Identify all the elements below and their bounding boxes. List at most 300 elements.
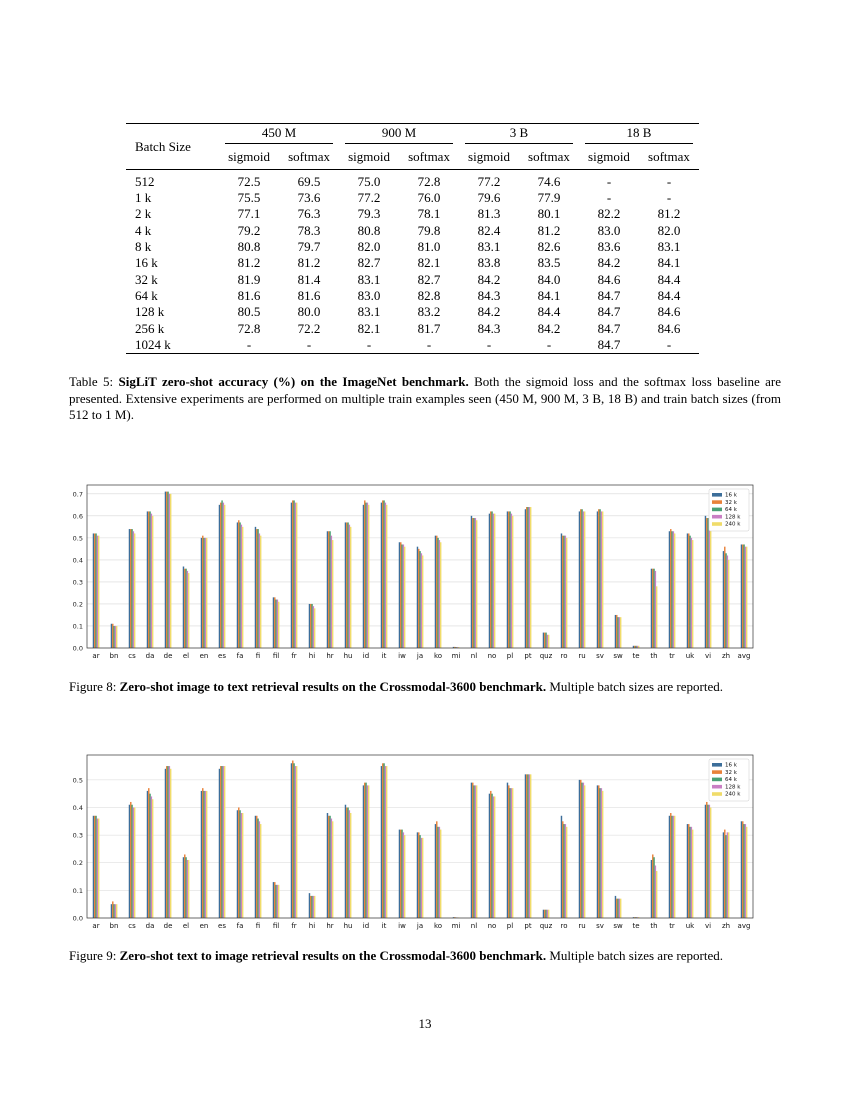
bar-ro-64k [563, 824, 564, 918]
bar-iw-64k [401, 544, 402, 648]
bar-es-32k [220, 766, 221, 918]
bar-hi-32k [310, 896, 311, 918]
batch-size-cell: 1024 k [135, 336, 171, 352]
bar-ar-128k [97, 819, 98, 918]
bar-hr-16k [327, 531, 328, 648]
bar-da-64k [149, 794, 150, 918]
bar-fr-32k [292, 761, 293, 918]
bar-sv-64k [599, 788, 600, 918]
value-cell: 76.0 [417, 190, 441, 206]
x-tick-label: ro [560, 922, 568, 930]
value-cell: 84.0 [537, 271, 561, 287]
value-cell: 82.1 [417, 255, 441, 271]
table-row [126, 288, 699, 304]
value-cell: 82.1 [357, 320, 381, 336]
bar-ro-240k [566, 538, 567, 648]
bar-ko-16k [435, 824, 436, 918]
bar-iw-16k [399, 830, 400, 918]
x-tick-label: te [632, 652, 640, 660]
table-row [126, 170, 699, 191]
value-cell: 84.1 [537, 287, 561, 303]
legend-swatch [712, 770, 722, 774]
bar-sw-128k [619, 899, 620, 918]
bar-quz-128k [547, 635, 548, 648]
bar-sv-32k [598, 785, 599, 918]
bar-vi-128k [709, 518, 710, 648]
bar-hr-240k [332, 821, 333, 918]
bar-tr-128k [673, 531, 674, 648]
value-cell: - [546, 336, 552, 352]
legend-swatch [712, 508, 722, 512]
bar-es-240k [224, 766, 225, 918]
value-cell: 84.7 [597, 320, 621, 336]
bar-hu-64k [347, 522, 348, 648]
value-cell: 81.9 [237, 271, 261, 287]
bar-fil-64k [275, 885, 276, 918]
bar-bn-16k [111, 904, 112, 918]
value-cell: 83.1 [657, 239, 681, 255]
bar-no-64k [491, 511, 492, 648]
value-cell: 84.3 [477, 320, 501, 336]
y-tick-label: 0.4 [72, 556, 83, 565]
batch-size-cell: 256 k [135, 320, 165, 336]
value-cell: 80.5 [237, 304, 261, 320]
group-label: 900 M [345, 125, 453, 144]
bar-de-240k [170, 494, 171, 648]
legend-swatch [712, 763, 722, 767]
table-row [126, 271, 699, 287]
bar-avg-16k [741, 821, 742, 918]
bar-da-32k [148, 511, 149, 648]
x-tick-label: el [182, 922, 190, 930]
bar-pl-16k [507, 783, 508, 918]
bar-fr-64k [293, 500, 294, 648]
bar-ar-16k [93, 816, 94, 918]
bar-bn-128k [115, 626, 116, 648]
bar-id-32k [364, 500, 365, 648]
caption-text: Both the sigmoid loss and the softmax loss baseline are presented. Extensive experiments are performed on multiple train examples seen (450 M, 900 M, 3 B, 18 B) and train batch sizes (from 512 to 1 M). [69, 374, 781, 422]
bar-ro-32k [562, 536, 563, 648]
x-tick-label: te [632, 922, 640, 930]
x-tick-label: tr [669, 922, 675, 930]
bar-tr-32k [670, 529, 671, 648]
group-header [459, 124, 579, 146]
y-tick-label: 0.0 [72, 914, 83, 923]
bar-iw-16k [399, 542, 400, 648]
bar-sw-64k [617, 899, 618, 918]
value-cell: 80.8 [237, 239, 261, 255]
bar-no-240k [494, 796, 495, 918]
bar-th-128k [655, 866, 656, 918]
bar-avg-128k [745, 547, 746, 648]
value-cell: 82.7 [417, 271, 441, 287]
bar-es-64k [221, 500, 222, 648]
bar-bn-32k [112, 624, 113, 648]
bar-ru-32k [580, 780, 581, 918]
value-cell: 84.1 [657, 255, 681, 271]
bar-de-32k [166, 492, 167, 648]
value-cell: 84.6 [657, 320, 681, 336]
bar-pl-32k [508, 511, 509, 648]
bar-el-64k [185, 857, 186, 918]
bar-zh-128k [727, 832, 728, 918]
batch-size-cell: 64 k [135, 287, 158, 303]
bar-ru-16k [579, 780, 580, 918]
bar-quz-32k [544, 633, 545, 648]
value-cell: - [366, 336, 372, 352]
bar-bn-240k [116, 626, 117, 648]
bar-cs-16k [129, 529, 130, 648]
bar-ja-240k [422, 838, 423, 918]
x-tick-label: da [145, 922, 155, 930]
bar-sw-240k [620, 899, 621, 918]
bar-de-64k [167, 492, 168, 648]
bar-fil-16k [273, 882, 274, 918]
x-tick-label: uk [685, 652, 695, 660]
subheader: softmax [528, 149, 570, 165]
value-cell: 81.2 [297, 255, 321, 271]
bar-fi-32k [256, 529, 257, 648]
legend-swatch [712, 500, 722, 504]
bar-id-240k [368, 785, 369, 918]
bar-el-16k [183, 857, 184, 918]
bar-pt-240k [530, 774, 531, 918]
bar-pl-240k [512, 788, 513, 918]
bar-hr-64k [329, 816, 330, 918]
bar-nl-128k [475, 785, 476, 918]
bar-ru-32k [580, 509, 581, 648]
bar-es-64k [221, 766, 222, 918]
x-tick-label: pl [506, 652, 514, 660]
bar-ko-64k [437, 538, 438, 648]
legend-label: 64 k [725, 777, 737, 784]
bar-no-240k [494, 514, 495, 648]
value-cell: - [606, 190, 612, 206]
bar-th-128k [655, 571, 656, 648]
value-cell: 72.8 [237, 320, 261, 336]
value-cell: 80.8 [357, 222, 381, 238]
bar-iw-128k [403, 544, 404, 648]
bar-sv-16k [597, 785, 598, 918]
bar-ru-128k [583, 783, 584, 918]
bar-bn-240k [116, 904, 117, 918]
value-cell: 81.2 [537, 222, 561, 238]
value-cell: 78.1 [417, 206, 441, 222]
bar-vi-128k [709, 805, 710, 918]
table-row [126, 304, 699, 320]
bar-pt-64k [527, 774, 528, 918]
caption-title: Zero-shot image to text retrieval results on the Crossmodal-3600 benchmark. [119, 679, 547, 694]
bar-th-240k [656, 871, 657, 918]
bar-da-128k [151, 514, 152, 648]
legend-label: 16 k [725, 492, 737, 499]
bar-iw-240k [404, 547, 405, 648]
x-tick-label: avg [737, 652, 751, 660]
batch-size-cell: 4 k [135, 222, 152, 238]
bar-ko-240k [440, 830, 441, 918]
bar-pl-64k [509, 788, 510, 918]
x-tick-label: vi [704, 652, 712, 660]
bar-sw-128k [619, 617, 620, 648]
value-cell: 69.5 [279, 170, 339, 191]
value-cell: 84.6 [657, 304, 681, 320]
bar-ro-128k [565, 824, 566, 918]
bar-fi-32k [256, 816, 257, 918]
bar-uk-32k [688, 824, 689, 918]
bar-ar-64k [95, 816, 96, 918]
x-tick-label: sw [613, 922, 623, 930]
y-tick-label: 0.1 [72, 622, 83, 631]
bar-ja-128k [421, 553, 422, 648]
value-cell: - [639, 170, 699, 191]
value-cell: - [666, 336, 672, 352]
y-tick-label: 0.2 [72, 859, 83, 868]
x-tick-label: it [381, 652, 387, 660]
bar-avg-240k [746, 547, 747, 648]
bar-fi-128k [259, 533, 260, 648]
bar-fr-128k [295, 766, 296, 918]
bar-bn-32k [112, 901, 113, 918]
page-number: 13 [418, 1016, 432, 1031]
results-table-container [126, 123, 699, 354]
bar-ro-240k [566, 827, 567, 918]
bar-ar-240k [98, 536, 99, 648]
bar-ko-128k [439, 540, 440, 648]
bar-nl-64k [473, 785, 474, 918]
value-cell: 84.6 [597, 271, 621, 287]
x-tick-label: iw [398, 652, 406, 660]
bar-pl-16k [507, 511, 508, 648]
bar-fil-32k [274, 882, 275, 918]
bar-cs-32k [130, 802, 131, 918]
bar-id-128k [367, 785, 368, 918]
x-tick-label: fr [291, 922, 297, 930]
x-tick-label: quz [539, 922, 553, 930]
bar-nl-240k [476, 520, 477, 648]
bar-tr-16k [669, 816, 670, 918]
bar-no-16k [489, 514, 490, 648]
bar-ar-32k [94, 533, 95, 648]
bar-fr-240k [296, 503, 297, 648]
group-header [579, 124, 699, 146]
x-tick-label: de [163, 922, 173, 930]
bar-uk-128k [691, 538, 692, 648]
value-cell: 79.6 [477, 190, 501, 206]
value-cell: 82.6 [537, 239, 561, 255]
value-cell: 82.2 [597, 206, 621, 222]
bar-it-64k [383, 500, 384, 648]
bar-no-64k [491, 794, 492, 918]
value-cell: - [426, 336, 432, 352]
subheader: sigmoid [588, 149, 630, 165]
bar-hu-64k [347, 807, 348, 918]
bar-hi-64k [311, 604, 312, 648]
x-tick-label: sv [596, 922, 604, 930]
value-cell: 78.3 [297, 222, 321, 238]
table-row [126, 320, 699, 336]
bar-bn-128k [115, 904, 116, 918]
table-row [126, 190, 699, 206]
bar-zh-240k [728, 560, 729, 648]
legend-swatch [712, 785, 722, 789]
bar-quz-128k [547, 910, 548, 918]
bar-avg-128k [745, 824, 746, 918]
bar-no-16k [489, 794, 490, 918]
y-tick-label: 0.1 [72, 886, 83, 895]
bar-fa-128k [241, 813, 242, 918]
x-tick-label: nl [470, 652, 478, 660]
value-cell: 84.2 [477, 271, 501, 287]
subheader: sigmoid [348, 149, 390, 165]
bar-iw-240k [404, 835, 405, 918]
subheader: softmax [648, 149, 690, 165]
batch-size-cell: 2 k [135, 206, 152, 222]
bar-sw-32k [616, 899, 617, 918]
bar-de-32k [166, 766, 167, 918]
bar-avg-240k [746, 827, 747, 918]
bar-da-240k [152, 516, 153, 648]
bar-hi-240k [314, 608, 315, 648]
batch-size-cell: 128 k [135, 304, 165, 320]
bar-en-128k [205, 791, 206, 918]
bar-th-64k [653, 857, 654, 918]
bar-hi-240k [314, 896, 315, 918]
bar-el-240k [188, 573, 189, 648]
value-cell: 81.2 [237, 255, 261, 271]
bar-zh-64k [725, 835, 726, 918]
bar-fil-64k [275, 600, 276, 648]
value-cell: 72.8 [399, 170, 459, 191]
bar-id-64k [365, 783, 366, 918]
bar-en-16k [201, 538, 202, 648]
x-tick-label: fi [255, 652, 261, 660]
bar-bn-64k [113, 904, 114, 918]
x-tick-label: uk [685, 922, 695, 930]
value-cell: 72.2 [297, 320, 321, 336]
value-cell: 80.0 [297, 304, 321, 320]
bar-es-240k [224, 505, 225, 648]
bar-ar-240k [98, 819, 99, 918]
bar-ja-128k [421, 838, 422, 918]
bar-en-64k [203, 538, 204, 648]
y-tick-label: 0.3 [72, 578, 83, 587]
bar-bn-16k [111, 624, 112, 648]
bar-sv-32k [598, 509, 599, 648]
bar-ja-64k [419, 835, 420, 918]
x-tick-label: hr [326, 922, 334, 930]
figure-8-caption [69, 679, 781, 696]
bar-da-240k [152, 799, 153, 918]
bar-fr-16k [291, 763, 292, 918]
group-header [219, 124, 339, 146]
x-tick-label: tr [669, 652, 675, 660]
bar-sv-128k [601, 788, 602, 918]
bar-avg-32k [742, 821, 743, 918]
value-cell: 84.2 [597, 255, 621, 271]
bar-avg-64k [743, 544, 744, 648]
bar-da-16k [147, 511, 148, 648]
value-cell: 83.6 [597, 239, 621, 255]
bar-cs-64k [131, 805, 132, 918]
bar-fi-16k [255, 527, 256, 648]
bar-pt-16k [525, 509, 526, 648]
legend-swatch [712, 493, 722, 497]
bar-it-240k [386, 766, 387, 918]
batch-size-header: Batch Size [135, 138, 191, 154]
bar-pl-32k [508, 785, 509, 918]
group-label: 450 M [225, 125, 333, 144]
bar-en-32k [202, 788, 203, 918]
bar-fr-32k [292, 500, 293, 648]
subheader: softmax [408, 149, 450, 165]
bar-hi-128k [313, 606, 314, 648]
bar-quz-64k [545, 910, 546, 918]
bar-sw-16k [615, 896, 616, 918]
bar-it-32k [382, 500, 383, 648]
bar-id-240k [368, 505, 369, 648]
bar-ro-32k [562, 821, 563, 918]
y-tick-label: 0.4 [72, 803, 83, 812]
bar-el-240k [188, 860, 189, 918]
bar-ro-128k [565, 536, 566, 648]
value-cell: - [246, 336, 252, 352]
value-cell: 84.7 [597, 287, 621, 303]
caption-text: Multiple batch sizes are reported. [549, 948, 723, 963]
x-tick-label: ja [416, 922, 424, 930]
bar-avg-64k [743, 824, 744, 918]
legend-label: 240 k [725, 521, 741, 528]
legend-label: 32 k [725, 769, 737, 776]
figure-9-chart [60, 752, 760, 938]
bar-zh-16k [723, 832, 724, 918]
bar-da-128k [151, 796, 152, 918]
bar-hu-240k [350, 527, 351, 648]
bar-iw-32k [400, 542, 401, 648]
x-tick-label: fil [272, 652, 280, 660]
value-cell: 84.4 [657, 287, 681, 303]
bar-it-128k [385, 766, 386, 918]
bar-pt-32k [526, 507, 527, 648]
bar-es-128k [223, 503, 224, 648]
bar-zh-32k [724, 547, 725, 648]
bar-hr-64k [329, 531, 330, 648]
bar-ar-32k [94, 816, 95, 918]
bar-hu-16k [345, 522, 346, 648]
bar-el-64k [185, 569, 186, 648]
x-tick-label: ko [433, 652, 443, 660]
bar-vi-32k [706, 802, 707, 918]
caption-label: Figure 8: [69, 679, 117, 694]
bar-sw-16k [615, 615, 616, 648]
value-cell: 83.8 [477, 255, 501, 271]
y-tick-label: 0.3 [72, 831, 83, 840]
x-tick-label: hu [343, 652, 353, 660]
bar-ja-16k [417, 547, 418, 648]
legend-swatch [712, 522, 722, 526]
bar-no-128k [493, 514, 494, 648]
x-tick-label: ar [92, 922, 100, 930]
bar-fil-240k [278, 885, 279, 918]
value-cell: 82.7 [357, 255, 381, 271]
value-cell: 75.5 [237, 190, 261, 206]
x-tick-label: fi [255, 922, 261, 930]
table-caption [69, 374, 781, 424]
bar-pl-240k [512, 516, 513, 648]
bar-it-32k [382, 763, 383, 918]
bar-ko-128k [439, 827, 440, 918]
bar-nl-16k [471, 516, 472, 648]
bar-el-32k [184, 854, 185, 918]
